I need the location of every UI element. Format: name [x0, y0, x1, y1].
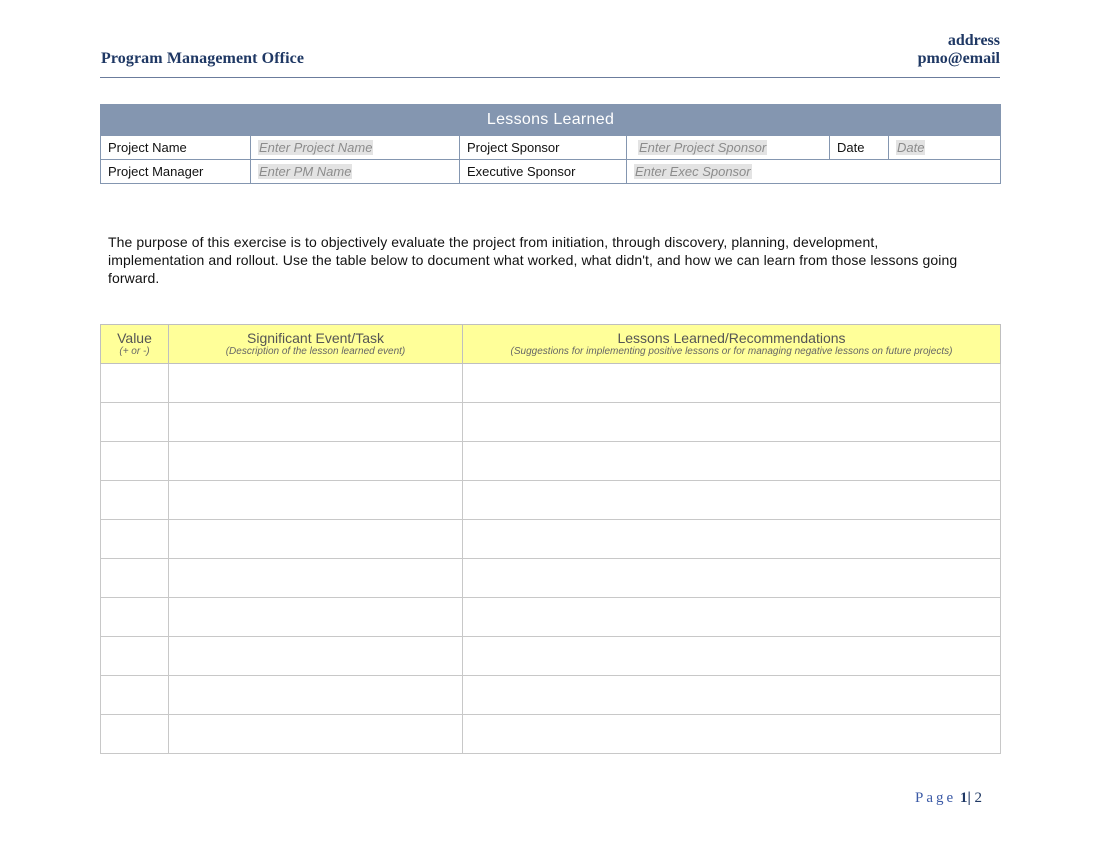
executive-sponsor-label: Executive Sponsor — [460, 160, 627, 184]
recommendation-cell[interactable] — [463, 481, 1001, 520]
date-label: Date — [830, 136, 889, 160]
event-cell[interactable] — [169, 637, 463, 676]
project-sponsor-label: Project Sponsor — [460, 136, 627, 160]
event-cell[interactable] — [169, 520, 463, 559]
intro-paragraph: The purpose of this exercise is to objectively evaluate the project from initiation, through discovery, planning, development, implementation and rollout. Use the table below to document what worked, what didn't, and how we can learn from those lessons going forward. — [108, 234, 958, 286]
event-cell[interactable] — [169, 676, 463, 715]
header-contact — [918, 32, 1000, 68]
value-cell[interactable] — [101, 520, 169, 559]
event-cell[interactable] — [169, 715, 463, 754]
value-cell[interactable] — [101, 715, 169, 754]
header-divider — [100, 77, 1000, 78]
date-field[interactable] — [889, 136, 1001, 160]
recommendation-cell[interactable] — [463, 520, 1001, 559]
project-name-field[interactable] — [251, 136, 460, 160]
total-page-number: 2 — [974, 790, 982, 806]
executive-sponsor-placeholder[interactable]: Enter Exec Sponsor — [635, 164, 751, 179]
value-cell[interactable] — [101, 364, 169, 403]
event-cell[interactable] — [169, 559, 463, 598]
value-cell[interactable] — [101, 481, 169, 520]
project-sponsor-field[interactable] — [627, 136, 830, 160]
recommendation-cell[interactable] — [463, 559, 1001, 598]
column-title-value: Value — [117, 329, 152, 346]
recommendation-cell[interactable] — [463, 598, 1001, 637]
project-name-placeholder[interactable]: Enter Project Name — [259, 140, 373, 155]
recommendation-cell[interactable] — [463, 442, 1001, 481]
recommendation-cell[interactable] — [463, 637, 1001, 676]
recommendation-cell[interactable] — [463, 676, 1001, 715]
event-cell[interactable] — [169, 481, 463, 520]
event-cell[interactable] — [169, 442, 463, 481]
column-header-value — [101, 325, 169, 364]
value-cell[interactable] — [101, 637, 169, 676]
column-title-recommendations: Lessons Learned/Recommendations — [617, 329, 846, 346]
value-cell[interactable] — [101, 598, 169, 637]
date-placeholder[interactable]: Date — [897, 140, 925, 155]
table-row — [101, 637, 1001, 676]
executive-sponsor-field[interactable] — [627, 160, 1001, 184]
office-name: Program Management Office — [101, 50, 305, 67]
project-name-label: Project Name — [101, 136, 251, 160]
info-table-title: Lessons Learned — [101, 105, 1001, 136]
lessons-table-body — [101, 364, 1001, 754]
value-cell[interactable] — [101, 403, 169, 442]
page-footer — [915, 790, 982, 807]
table-row — [101, 676, 1001, 715]
project-manager-field[interactable] — [251, 160, 460, 184]
project-manager-label: Project Manager — [101, 160, 251, 184]
table-row — [101, 715, 1001, 754]
column-header-event — [169, 325, 463, 364]
email-text: pmo@email — [917, 50, 1000, 67]
table-row — [101, 481, 1001, 520]
table-row — [101, 364, 1001, 403]
value-cell[interactable] — [101, 559, 169, 598]
value-cell[interactable] — [101, 676, 169, 715]
column-subtitle-event: (Description of the lesson learned event) — [225, 345, 406, 357]
recommendation-cell[interactable] — [463, 715, 1001, 754]
info-row-manager — [101, 160, 1001, 184]
column-subtitle-recommendations: (Suggestions for implementing positive lessons or for managing negative lessons on future projects) — [510, 345, 953, 357]
lessons-table — [100, 324, 1001, 754]
column-header-recommendations — [463, 325, 1001, 364]
column-subtitle-value: (+ or -) — [119, 345, 150, 357]
event-cell[interactable] — [169, 598, 463, 637]
table-row — [101, 559, 1001, 598]
page-separator: | — [967, 790, 971, 806]
current-page-number: 1 — [959, 790, 968, 806]
event-cell[interactable] — [169, 364, 463, 403]
table-row — [101, 520, 1001, 559]
project-sponsor-placeholder[interactable]: Enter Project Sponsor — [639, 140, 767, 155]
project-manager-placeholder[interactable]: Enter PM Name — [259, 164, 352, 179]
recommendation-cell[interactable] — [463, 364, 1001, 403]
recommendation-cell[interactable] — [463, 403, 1001, 442]
address-text: address — [947, 32, 1000, 49]
info-row-project — [101, 136, 1001, 160]
table-row — [101, 442, 1001, 481]
lessons-header-row — [101, 325, 1001, 364]
column-title-event: Significant Event/Task — [247, 329, 384, 346]
value-cell[interactable] — [101, 442, 169, 481]
page-word: Page — [915, 790, 957, 806]
event-cell[interactable] — [169, 403, 463, 442]
project-info-table — [100, 104, 1001, 184]
table-row — [101, 598, 1001, 637]
table-row — [101, 403, 1001, 442]
